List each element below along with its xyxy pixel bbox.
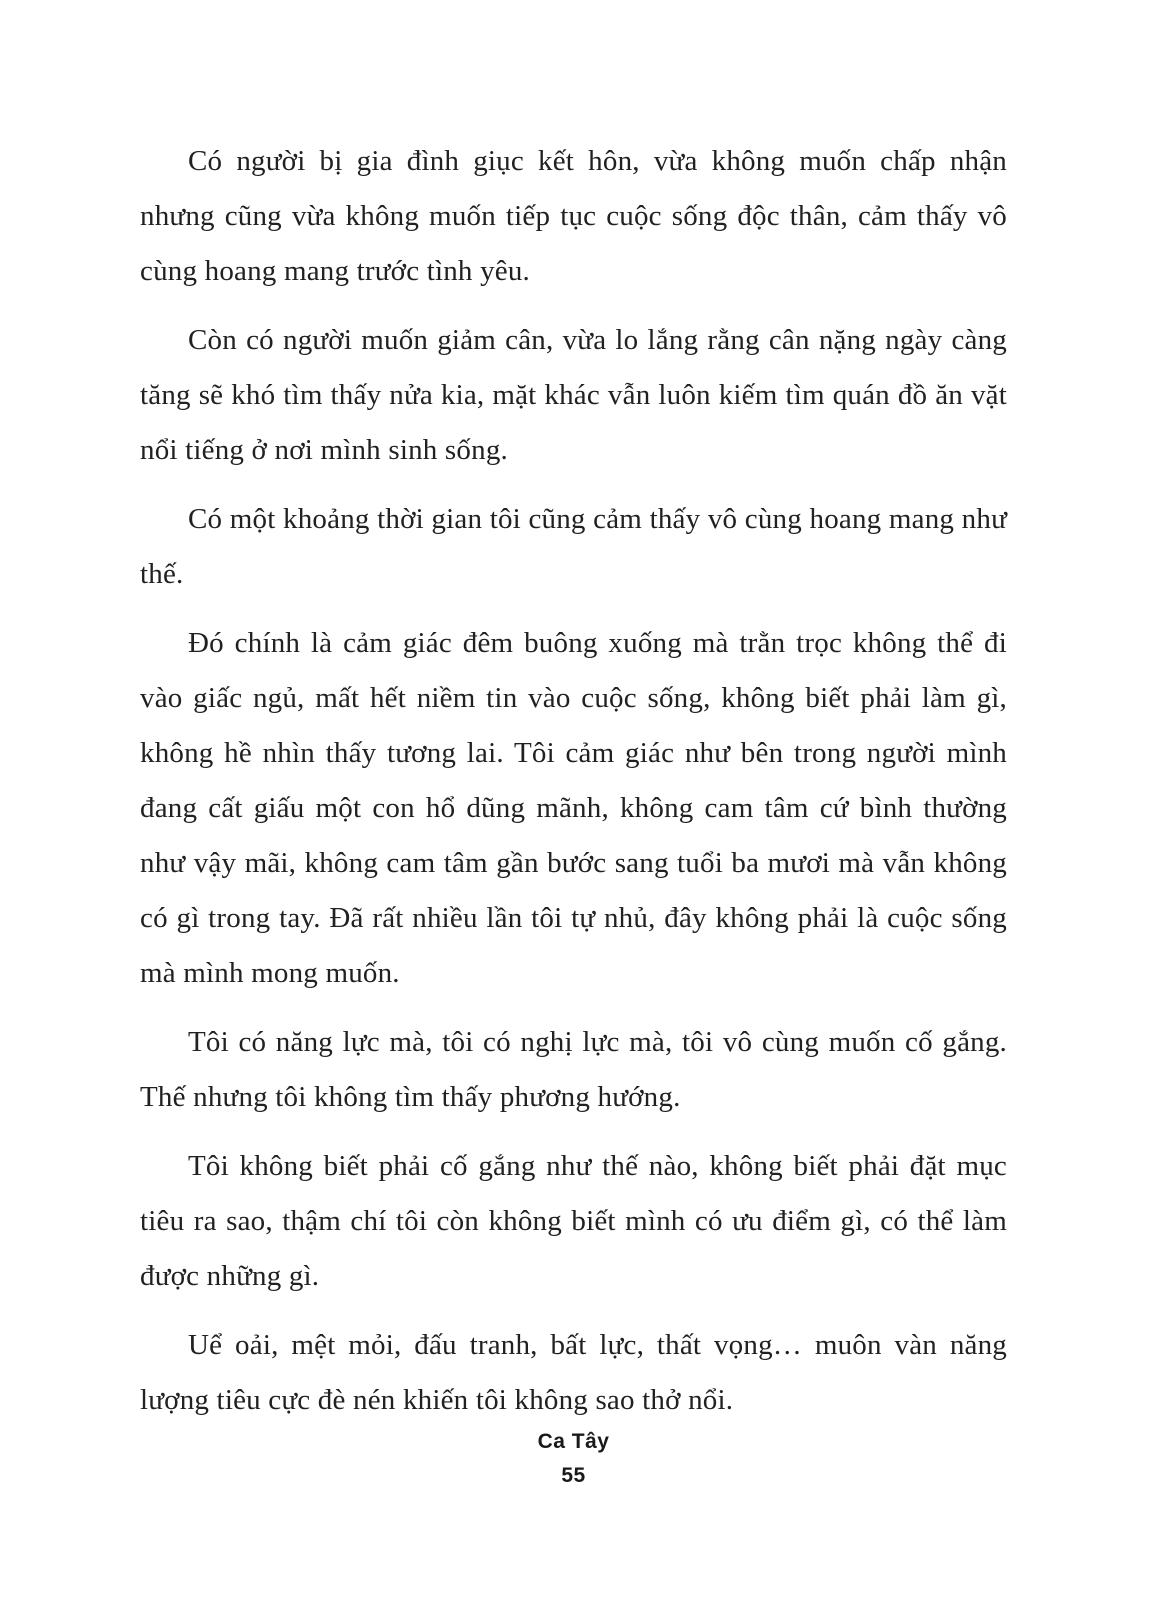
paragraph: Tôi có năng lực mà, tôi có nghị lực mà, tôi vô cùng muốn cố gắng. Thế nhưng tôi không tìm thấy phương hướng. bbox=[140, 1026, 1007, 1113]
paragraph: Còn có người muốn giảm cân, vừa lo lắng rằng cân nặng ngày càng tăng sẽ khó tìm thấy nửa kia, mặt khác vẫn luôn kiếm tìm quán đồ ăn vặt nổi tiếng ở nơi mình sinh sống. bbox=[140, 324, 1007, 466]
footer-author: Ca Tây bbox=[537, 1430, 610, 1453]
paragraph: Có người bị gia đình giục kết hôn, vừa không muốn chấp nhận nhưng cũng vừa không muốn tiếp tục cuộc sống độc thân, cảm thấy vô cùng hoang mang trước tình yêu. bbox=[140, 145, 1007, 287]
footer-page-number: 55 bbox=[561, 1464, 586, 1487]
paragraph: Có một khoảng thời gian tôi cũng cảm thấy vô cùng hoang mang như thế. bbox=[140, 503, 1007, 590]
paragraph: Đó chính là cảm giác đêm buông xuống mà trằn trọc không thể đi vào giấc ngủ, mất hết niềm tin vào cuộc sống, không biết phải làm gì, không hề nhìn thấy tương lai. Tôi cảm giác như bên trong người mình đang cất giấu một con hổ dũng mãnh, không cam tâm cứ bình thường như vậy mãi, không cam tâm gần bước sang tuổi ba mươi mà vẫn không có gì trong tay. Đã rất nhiều lần tôi tự nhủ, đây không phải là cuộc sống mà mình mong muốn. bbox=[140, 627, 1007, 989]
page-footer bbox=[140, 1430, 1007, 1488]
page-content bbox=[140, 134, 1007, 1442]
paragraph: Tôi không biết phải cố gắng như thế nào, không biết phải đặt mục tiêu ra sao, thậm chí tôi còn không biết mình có ưu điểm gì, có thể làm được những gì. bbox=[140, 1150, 1007, 1292]
paragraph: Uể oải, mệt mỏi, đấu tranh, bất lực, thất vọng… muôn vàn năng lượng tiêu cực đè nén khiến tôi không sao thở nổi. bbox=[140, 1329, 1007, 1416]
